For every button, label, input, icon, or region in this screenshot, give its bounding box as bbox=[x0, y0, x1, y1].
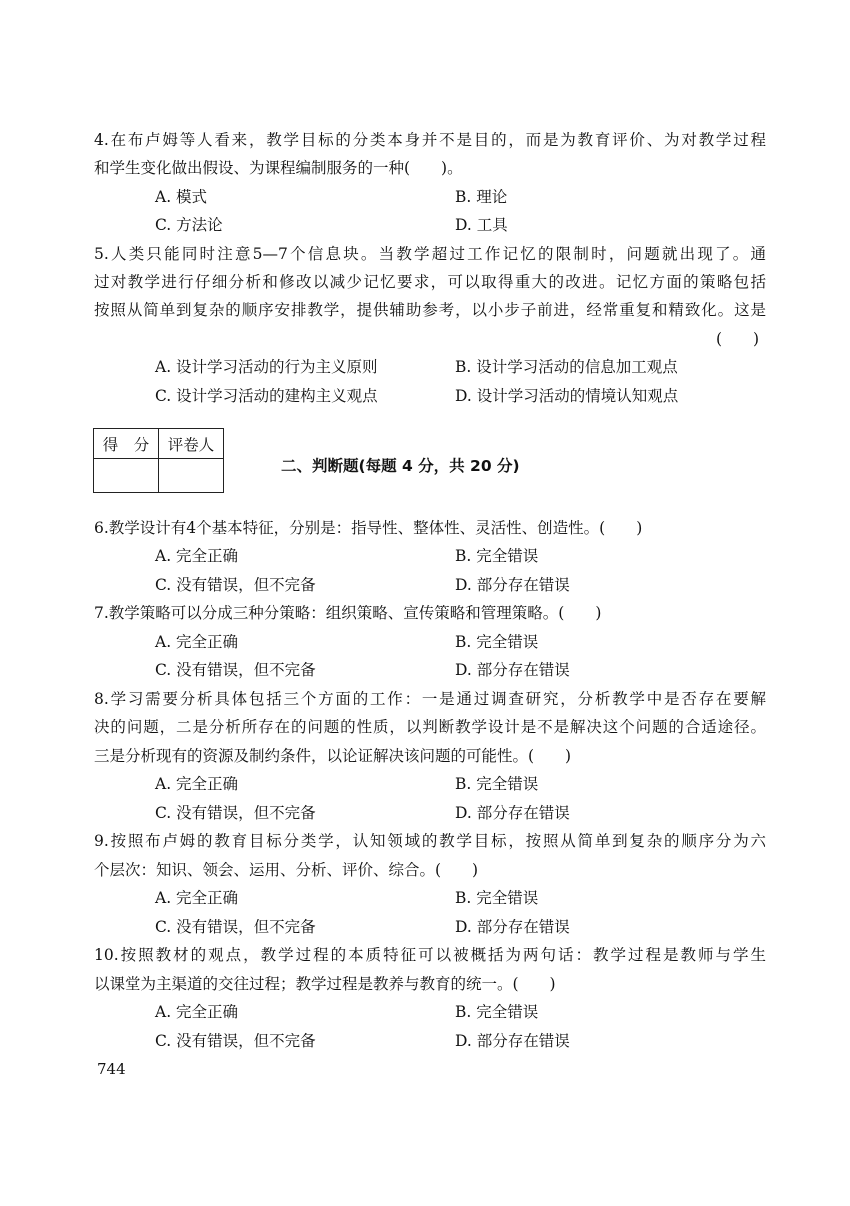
grader-cell bbox=[159, 459, 224, 493]
section-title: 二、判断题(每题 4 分，共 20 分) bbox=[281, 457, 520, 475]
q10-option-c: C. 没有错误，但不完备 bbox=[155, 1032, 316, 1050]
score-table bbox=[93, 428, 224, 493]
q4-line-1: 4.在布卢姆等人看来，教学目标的分类本身并不是目的，而是为教育评价、为对教学过程 bbox=[94, 131, 766, 149]
score-header: 得 分 bbox=[94, 429, 159, 459]
q4-option-d: D. 工具 bbox=[455, 216, 508, 234]
q5-line-1: 5.人类只能同时注意5—7个信息块。当教学超过工作记忆的限制时，问题就出现了。通 bbox=[94, 245, 766, 263]
q10-line-2: 以课堂为主渠道的交往过程；教学过程是教养与教育的统一。( ) bbox=[94, 975, 556, 993]
q4-line-2: 和学生变化做出假设、为课程编制服务的一种( )。 bbox=[94, 159, 463, 177]
q10-option-a: A. 完全正确 bbox=[155, 1003, 239, 1021]
q7-option-c: C. 没有错误，但不完备 bbox=[155, 661, 316, 679]
score-cell bbox=[94, 459, 159, 493]
q5-option-d: D. 设计学习活动的情境认知观点 bbox=[455, 387, 679, 405]
q6-option-c: C. 没有错误，但不完备 bbox=[155, 576, 316, 594]
q4-option-a: A. 模式 bbox=[155, 188, 208, 206]
q8-option-c: C. 没有错误，但不完备 bbox=[155, 804, 316, 822]
q8-option-a: A. 完全正确 bbox=[155, 775, 239, 793]
q4-option-b: B. 理论 bbox=[455, 188, 508, 206]
q6-line-1: 6.教学设计有4个基本特征，分别是：指导性、整体性、灵活性、创造性。( ) bbox=[94, 519, 643, 537]
q8-option-d: D. 部分存在错误 bbox=[455, 804, 570, 822]
q8-line-3: 三是分析现有的资源及制约条件，以论证解决该问题的可能性。( ) bbox=[94, 747, 572, 765]
q7-option-d: D. 部分存在错误 bbox=[455, 661, 570, 679]
q6-option-b: B. 完全错误 bbox=[455, 547, 539, 565]
grader-header: 评卷人 bbox=[159, 429, 224, 459]
q5-option-b: B. 设计学习活动的信息加工观点 bbox=[455, 358, 678, 376]
q7-option-a: A. 完全正确 bbox=[155, 633, 239, 651]
q9-option-a: A. 完全正确 bbox=[155, 889, 239, 907]
q9-option-b: B. 完全错误 bbox=[455, 889, 539, 907]
q5-option-a: A. 设计学习活动的行为主义原则 bbox=[155, 358, 378, 376]
q7-option-b: B. 完全错误 bbox=[455, 633, 539, 651]
q9-line-1: 9.按照布卢姆的教育目标分类学，认知领域的教学目标，按照从简单到复杂的顺序分为六 bbox=[94, 832, 766, 850]
q9-option-d: D. 部分存在错误 bbox=[455, 918, 570, 936]
q6-option-d: D. 部分存在错误 bbox=[455, 576, 570, 594]
q8-line-2: 决的问题，二是分析所存在的问题的性质，以判断教学设计是不是解决这个问题的合适途径。 bbox=[94, 718, 766, 736]
q5-answer-paren: ( ) bbox=[716, 330, 760, 348]
q8-line-1: 8.学习需要分析具体包括三个方面的工作：一是通过调查研究，分析教学中是否存在要解 bbox=[94, 690, 766, 708]
q9-line-2: 个层次：知识、领会、运用、分析、评价、综合。( ) bbox=[94, 861, 479, 879]
q5-line-3: 按照从简单到复杂的顺序安排教学，提供辅助参考，以小步子前进，经常重复和精致化。这是 bbox=[94, 301, 766, 319]
q6-option-a: A. 完全正确 bbox=[155, 547, 239, 565]
q5-line-2: 过对教学进行仔细分析和修改以减少记忆要求，可以取得重大的改进。记忆方面的策略包括 bbox=[94, 273, 766, 291]
q8-option-b: B. 完全错误 bbox=[455, 775, 539, 793]
q9-option-c: C. 没有错误，但不完备 bbox=[155, 918, 316, 936]
q10-option-d: D. 部分存在错误 bbox=[455, 1032, 570, 1050]
q5-option-c: C. 设计学习活动的建构主义观点 bbox=[155, 387, 378, 405]
page-number: 744 bbox=[97, 1060, 126, 1078]
q10-option-b: B. 完全错误 bbox=[455, 1003, 539, 1021]
q4-option-c: C. 方法论 bbox=[155, 216, 223, 234]
q10-line-1: 10.按照教材的观点，教学过程的本质特征可以被概括为两句话：教学过程是教师与学生 bbox=[94, 946, 766, 964]
q7-line-1: 7.教学策略可以分成三种分策略：组织策略、宣传策略和管理策略。( ) bbox=[94, 604, 602, 622]
